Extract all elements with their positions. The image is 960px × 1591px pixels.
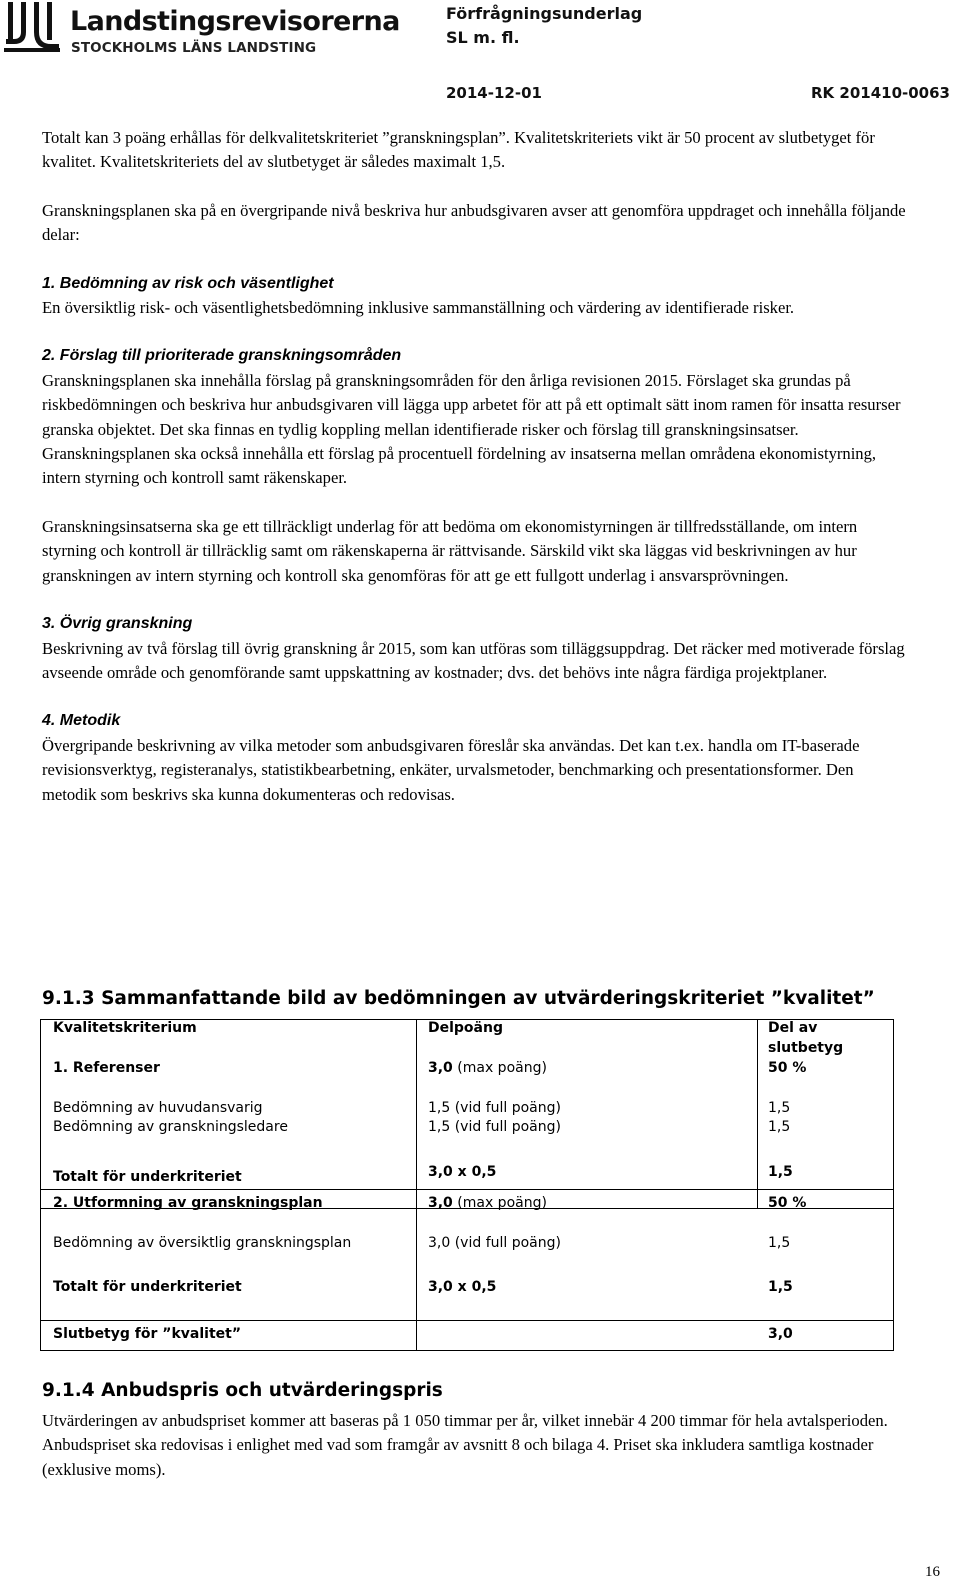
table-divider [41,1320,893,1321]
section-text: Övergripande beskrivning av vilka metoder som anbudsgivaren föreslår ska användas. Det kan t.ex. handla om IT-baserade revisionsverktyg, registeranalys, statistikbearbetning, enkäter, urvalsmetoder, benchmarking och presentationsformer. Den metodik som beskrivs ska kunna dokumenteras och redovisas. [42,735,860,804]
table-header: Del av [768,1020,818,1036]
document-date: 2014-12-01 [446,84,542,102]
org-subtitle: STOCKHOLMS LÄNS LANDSTING [71,40,317,56]
landsting-logo-icon [4,2,62,54]
table-cell: 3,0 (vid full poäng) [428,1235,561,1251]
table-cell: 1,5 [768,1164,793,1180]
table-divider [416,1020,417,1350]
body-text [42,126,912,831]
section-text: Granskningsplanen ska innehålla förslag på granskningsområden för den årliga revisionen 2015. Förslaget ska grundas på riskbedömningen och beskriva hur anbudsgivaren vill lägga upp arbetet för att på ett optimalt sätt inom ramen för insatta resurser granska objektet. Det ska finnas en tydlig koppling mellan identifierade risker och förslag till granskningsinsatser. Granskningsplanen ska också innehålla ett förslag på procentuell fördelning av insatserna mellan områdena ekonomistyrning, intern styrning och kontroll samt räkenskaper. [42,370,901,488]
section-heading: 1. Bedömning av risk och väsentlighet [42,274,334,292]
org-name: Landstingsrevisorerna [70,6,400,37]
org-logo [4,2,424,62]
section-text: En översiktlig risk- och väsentlighetsbedömning inklusive sammanställning och värdering av identifierade risker. [42,298,795,318]
table-cell: Slutbetyg för ”kvalitet” [53,1326,242,1342]
section-extra-text: Granskningsinsatserna ska ge ett tillräckligt underlag för att bedöma om ekonomistyrningen är tillfredsställande, om intern styrning och kontroll är tillräcklig samt om räkenskaperna är rättvisande. Särskild vikt ska läggas vid beskrivningen av hur granskningen av intern styrning och kontroll ska genomföras för att ge ett fullgott underlag i ansvarsprövningen. [42,516,858,585]
table-divider [757,1020,758,1208]
document-subtitle: SL m. fl. [446,28,520,47]
section-heading: 3. Övrig granskning [42,615,193,633]
table-cell: Totalt för underkriteriet [53,1279,242,1295]
table-cell: Bedömning av huvudansvarig [53,1100,263,1116]
document-title: Förfrågningsunderlag [446,4,643,23]
price-paragraph: Utvärderingen av anbudspriset kommer att baseras på 1 050 timmar per år, vilket innebär 4 200 timmar för hela avtalsperioden. Anbudspriset ska redovisas i enlighet med vad som framgår av avsnitt 8 och bilaga 4. Priset ska inkludera samtliga kostnader (exklusive moms). [42,1411,888,1479]
section-heading: 2. Förslag till prioriterade granskningsområden [42,347,402,365]
table-cell: 2. Utformning av granskningsplan [53,1195,323,1211]
table-cell: 1,5 [768,1235,791,1251]
intro-paragraph-1: Totalt kan 3 poäng erhållas för delkvalitetskriteriet ”granskningsplan”. Kvalitetskriteriets vikt är 50 procent av slutbetyget för kvalitet. Kvalitetskriteriets del av slutbetyget är således maximalt 1,5. [42,128,875,172]
table-cell: 3,0 [768,1326,793,1342]
table-cell: 3,0 x 0,5 [428,1279,497,1295]
table-divider [41,1189,893,1190]
table-header: Kvalitetskriterium [53,1020,197,1036]
table-cell: 1,5 [768,1279,793,1295]
intro-paragraph-2: Granskningsplanen ska på en övergripande nivå beskriva hur anbudsgivaren avser att genomföra uppdraget och innehålla följande delar: [42,200,906,245]
table-cell: 1,5 (vid full poäng) [428,1119,561,1135]
section-text: Beskrivning av två förslag till övrig granskning år 2015, som kan utföras som tilläggsuppdrag. Det räcker med motiverade förslag avseende område och genomförande samt uppskattning av kostnader; dvs. det behövs inte några färdiga projektplaner. [42,638,905,682]
table-header: Delpoäng [428,1020,503,1036]
table-cell: 3,0 (max poäng) [428,1060,547,1076]
table-cell: 50 % [768,1060,807,1076]
section-areas [42,344,912,490]
summary-heading: 9.1.3 Sammanfattande bild av bedömningen av utvärderingskriteriet ”kvalitet” [42,988,875,1009]
table-cell: 1,5 (vid full poäng) [428,1100,561,1116]
table-cell: 50 % [768,1195,807,1211]
table-cell: Bedömning av granskningsledare [53,1119,288,1135]
table-header: slutbetyg [768,1040,844,1056]
price-heading: 9.1.4 Anbudspris och utvärderingspris [42,1380,443,1401]
section-heading: 4. Metodik [42,712,121,730]
page-number: 16 [925,1564,940,1580]
section-other [42,612,912,685]
table-cell: Totalt för underkriteriet [53,1169,242,1185]
section-method [42,709,912,807]
table-cell: 1,5 [768,1119,791,1135]
summary-table [40,1019,894,1351]
table-cell: 1. Referenser [53,1060,160,1076]
table-cell: 3,0 x 0,5 [428,1164,497,1180]
document-reference: RK 201410-0063 [811,84,950,102]
table-cell: 1,5 [768,1100,791,1116]
table-cell: Bedömning av översiktlig granskningsplan [53,1235,352,1251]
table-cell: 3,0 (max poäng) [428,1195,547,1211]
section-risk [42,272,912,321]
